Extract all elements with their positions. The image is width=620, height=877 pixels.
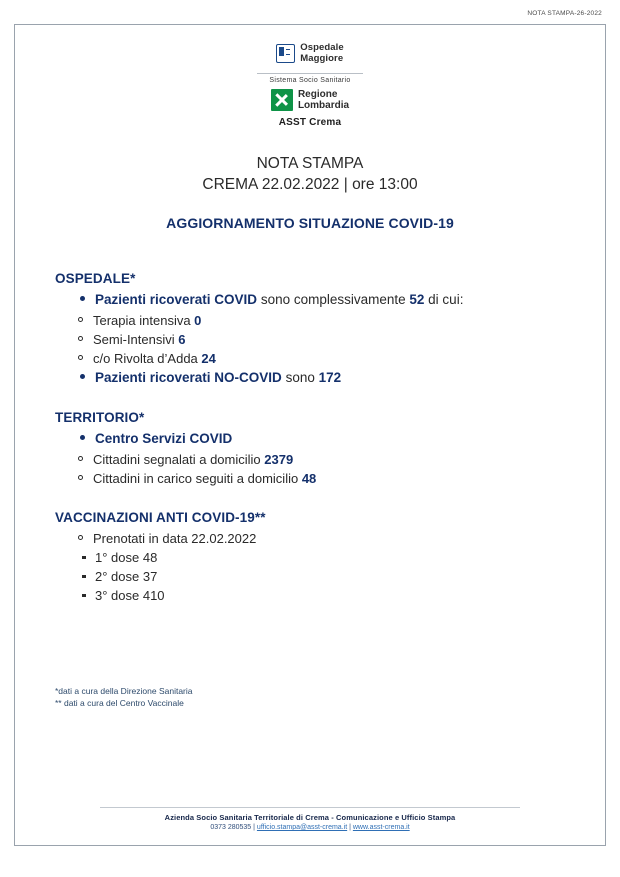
footer-separator-2: |: [347, 824, 353, 831]
square-bullet-icon: [82, 575, 86, 579]
sistema-socio-sanitario-label: Sistema Socio Sanitario: [269, 77, 351, 84]
regione-logo-text: [298, 89, 349, 111]
ospedale-covid-mid: sono complessivamente: [257, 292, 410, 307]
territorio-sublist: [55, 450, 575, 488]
ospedale-nocovid-label: Pazienti ricoverati NO-COVID: [95, 369, 282, 385]
footer-divider: [100, 807, 520, 808]
ospedale-sublist: [55, 311, 575, 368]
list-item: [95, 548, 575, 567]
cittadini-carico-label: Cittadini in carico seguiti a domicilio: [93, 470, 302, 486]
list-item: [95, 429, 575, 449]
title-line-1: NOTA STAMPA: [256, 155, 364, 172]
section-heading-vaccinazioni: VACCINAZIONI ANTI COVID-19**: [55, 509, 266, 525]
list-item: [95, 368, 575, 388]
list-item: [93, 349, 575, 368]
spacer: [55, 388, 575, 410]
ospedale-logo-row: [276, 43, 344, 64]
footer-contacts: [15, 824, 605, 831]
list-item: [95, 290, 575, 310]
section-heading-territorio: TERRITORIO*: [55, 410, 145, 425]
ospedale-logo-line1: Ospedale: [300, 42, 344, 53]
footer-website-link[interactable]: www.asst-crema.it: [352, 824, 410, 831]
circle-bullet-icon: [78, 535, 83, 540]
semi-intensivi-label: Semi-Intensivi: [93, 331, 179, 347]
page-content: [15, 25, 605, 845]
list-item: [93, 311, 575, 330]
list-item: [93, 330, 575, 349]
ospedale-covid-tail: di cui:: [424, 292, 464, 307]
circle-bullet-icon: [78, 355, 83, 360]
footnote-2: ** dati a cura del Centro Vaccinale: [55, 698, 184, 708]
hospital-icon: [276, 44, 295, 63]
territorio-list: [55, 429, 575, 449]
logo-ospedale-maggiore: [15, 43, 605, 64]
list-item: [95, 567, 575, 586]
circle-bullet-icon: [78, 336, 83, 341]
logo-regione-lombardia: [15, 89, 605, 111]
logo-divider: [257, 73, 363, 74]
bullet-icon: [80, 435, 85, 440]
page-footer: [15, 807, 605, 831]
footer-phone: 0373 280535: [210, 824, 252, 831]
regione-logo-line2: Lombardia: [297, 100, 350, 111]
section-heading-ospedale: OSPEDALE*: [55, 271, 136, 286]
cittadini-segnalati-value: 2379: [264, 451, 294, 467]
ospedale-logo-text: [300, 43, 344, 64]
square-bullet-icon: [82, 594, 86, 598]
terapia-intensiva-label: Terapia intensiva: [93, 312, 195, 328]
list-item: [93, 529, 575, 548]
document-subject: AGGIORNAMENTO SITUAZIONE COVID-19: [166, 215, 454, 231]
list-item: [93, 450, 575, 469]
list-item: [95, 586, 575, 605]
cittadini-carico-value: 48: [301, 470, 317, 486]
circle-bullet-icon: [78, 456, 83, 461]
ospedale-nocovid-value: 172: [318, 369, 342, 385]
ospedale-nocovid-mid: sono: [281, 369, 319, 385]
footer-separator-1: |: [251, 824, 257, 831]
cittadini-segnalati-label: Cittadini segnalati a domicilio: [93, 451, 265, 467]
list-item: [93, 469, 575, 488]
footer-organization: Azienda Socio Sanitaria Territoriale di Crema - Comunicazione e Ufficio Stampa: [164, 813, 456, 822]
ospedale-covid-value: 52: [409, 292, 425, 307]
document-title: [15, 153, 605, 195]
circle-bullet-icon: [78, 317, 83, 322]
bullet-icon: [80, 296, 85, 301]
centro-servizi-covid-label: Centro Servizi COVID: [95, 431, 233, 446]
square-bullet-icon: [82, 556, 86, 560]
ospedale-covid-label: Pazienti ricoverati COVID: [95, 292, 258, 307]
bullet-icon: [80, 374, 85, 379]
ospedale-list: [55, 290, 575, 310]
lombardy-rose-icon: [271, 89, 293, 111]
title-line-2: CREMA 22.02.2022 | ore 13:00: [202, 176, 418, 193]
circle-bullet-icon: [78, 475, 83, 480]
semi-intensivi-value: 6: [178, 331, 186, 347]
ospedale-logo-line2: Maggiore: [300, 52, 344, 64]
vaccinazioni-doses-list: [55, 548, 575, 605]
document-body: [55, 271, 575, 605]
footer-email-link[interactable]: ufficio.stampa@asst-crema.it: [256, 824, 348, 831]
terapia-intensiva-value: 0: [194, 312, 202, 328]
dose-3-label: 3° dose 410: [95, 587, 165, 603]
regione-logo-row: [271, 89, 349, 111]
footnotes: [55, 685, 193, 709]
document-code: NOTA STAMPA-26-2022: [527, 10, 602, 17]
prenotati-label: Prenotati in data 22.02.2022: [93, 530, 257, 546]
spacer: [55, 488, 575, 510]
asst-crema-label: ASST Crema: [278, 117, 342, 128]
dose-2-label: 2° dose 37: [95, 568, 158, 584]
vaccinazioni-sublist: [55, 529, 575, 548]
ospedale-list-2: [55, 368, 575, 388]
regione-logo-line1: Regione: [297, 89, 338, 100]
dose-1-label: 1° dose 48: [95, 549, 158, 565]
footnote-1: *dati a cura della Direzione Sanitaria: [55, 686, 193, 696]
rivolta-adda-label: c/o Rivolta d’Adda: [93, 350, 202, 366]
page-border: [14, 24, 606, 846]
rivolta-adda-value: 24: [201, 350, 216, 366]
